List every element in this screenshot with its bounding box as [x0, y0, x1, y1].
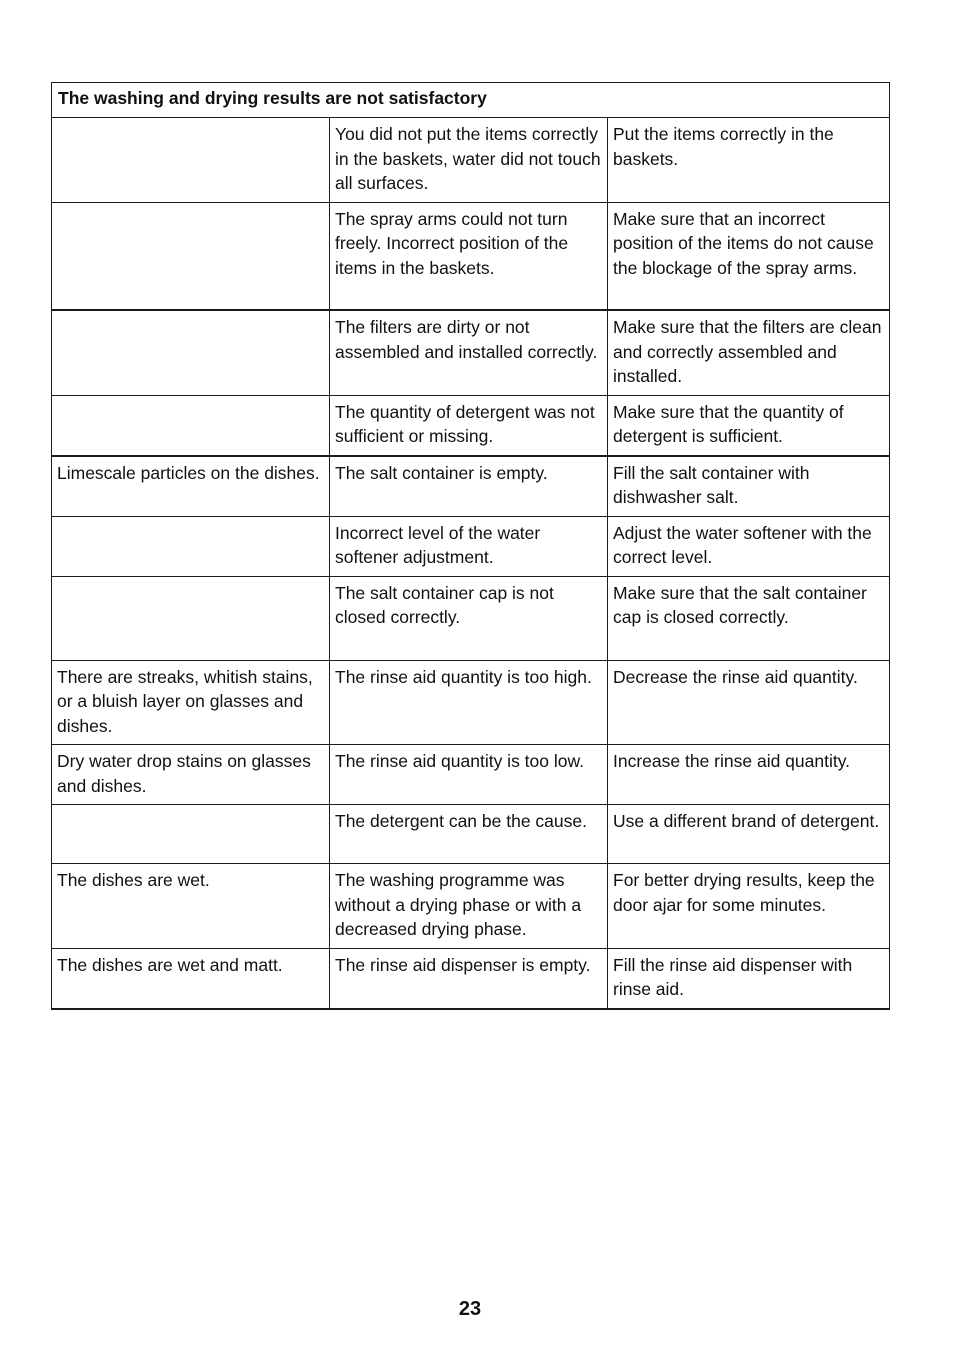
table-row	[52, 202, 890, 310]
cause-cell: The rinse aid quantity is too high.	[330, 660, 608, 745]
solution-cell: Use a different brand of detergent.	[608, 805, 890, 864]
table-row	[52, 516, 890, 576]
solution-cell: Make sure that the filters are clean and correctly assembled and installed.	[608, 310, 890, 395]
cause-cell: The filters are dirty or not assembled and installed correctly.	[330, 310, 608, 395]
problem-cell: The dishes are wet.	[52, 864, 330, 949]
problem-cell	[52, 805, 330, 864]
problem-cell: Limescale particles on the dishes.	[52, 456, 330, 517]
cause-cell: The spray arms could not turn freely. Incorrect position of the items in the baskets.	[330, 202, 608, 310]
cause-cell: You did not put the items correctly in the baskets, water did not touch all surfaces.	[330, 118, 608, 203]
cause-cell: The quantity of detergent was not sufficient or missing.	[330, 395, 608, 456]
solution-cell: Adjust the water softener with the correct level.	[608, 516, 890, 576]
solution-cell: Increase the rinse aid quantity.	[608, 745, 890, 805]
solution-cell: Fill the rinse aid dispenser with rinse aid.	[608, 948, 890, 1009]
table-row	[52, 456, 890, 517]
solution-cell: Put the items correctly in the baskets.	[608, 118, 890, 203]
table-row	[52, 576, 890, 660]
cause-cell: The salt container cap is not closed correctly.	[330, 576, 608, 660]
problem-cell: There are streaks, whitish stains, or a bluish layer on glasses and dishes.	[52, 660, 330, 745]
table-row	[52, 310, 890, 395]
table-row	[52, 118, 890, 203]
cause-cell: The rinse aid dispenser is empty.	[330, 948, 608, 1009]
page-number: 23	[458, 1298, 482, 1320]
problem-cell	[52, 118, 330, 203]
problem-cell: Dry water drop stains on glasses and dishes.	[52, 745, 330, 805]
table-row	[52, 745, 890, 805]
table-section-heading: The washing and drying results are not satisfactory	[52, 83, 890, 118]
cause-cell: Incorrect level of the water softener adjustment.	[330, 516, 608, 576]
problem-cell	[52, 202, 330, 310]
problem-cell: The dishes are wet and matt.	[52, 948, 330, 1009]
solution-cell: Make sure that the salt container cap is closed correctly.	[608, 576, 890, 660]
problem-cell	[52, 516, 330, 576]
solution-cell: Make sure that the quantity of detergent is sufficient.	[608, 395, 890, 456]
cause-cell: The detergent can be the cause.	[330, 805, 608, 864]
cause-cell: The washing programme was without a drying phase or with a decreased drying phase.	[330, 864, 608, 949]
solution-cell: For better drying results, keep the door ajar for some minutes.	[608, 864, 890, 949]
table-row	[52, 805, 890, 864]
table-header-row	[52, 83, 890, 118]
problem-cell	[52, 395, 330, 456]
cause-cell: The salt container is empty.	[330, 456, 608, 517]
table-row	[52, 660, 890, 745]
problem-cell	[52, 576, 330, 660]
solution-cell: Make sure that an incorrect position of the items do not cause the blockage of the spray arms.	[608, 202, 890, 310]
troubleshooting-table	[51, 82, 890, 1010]
table-row	[52, 395, 890, 456]
table-row	[52, 948, 890, 1009]
table-row	[52, 864, 890, 949]
solution-cell: Fill the salt container with dishwasher salt.	[608, 456, 890, 517]
problem-cell	[52, 310, 330, 395]
solution-cell: Decrease the rinse aid quantity.	[608, 660, 890, 745]
cause-cell: The rinse aid quantity is too low.	[330, 745, 608, 805]
